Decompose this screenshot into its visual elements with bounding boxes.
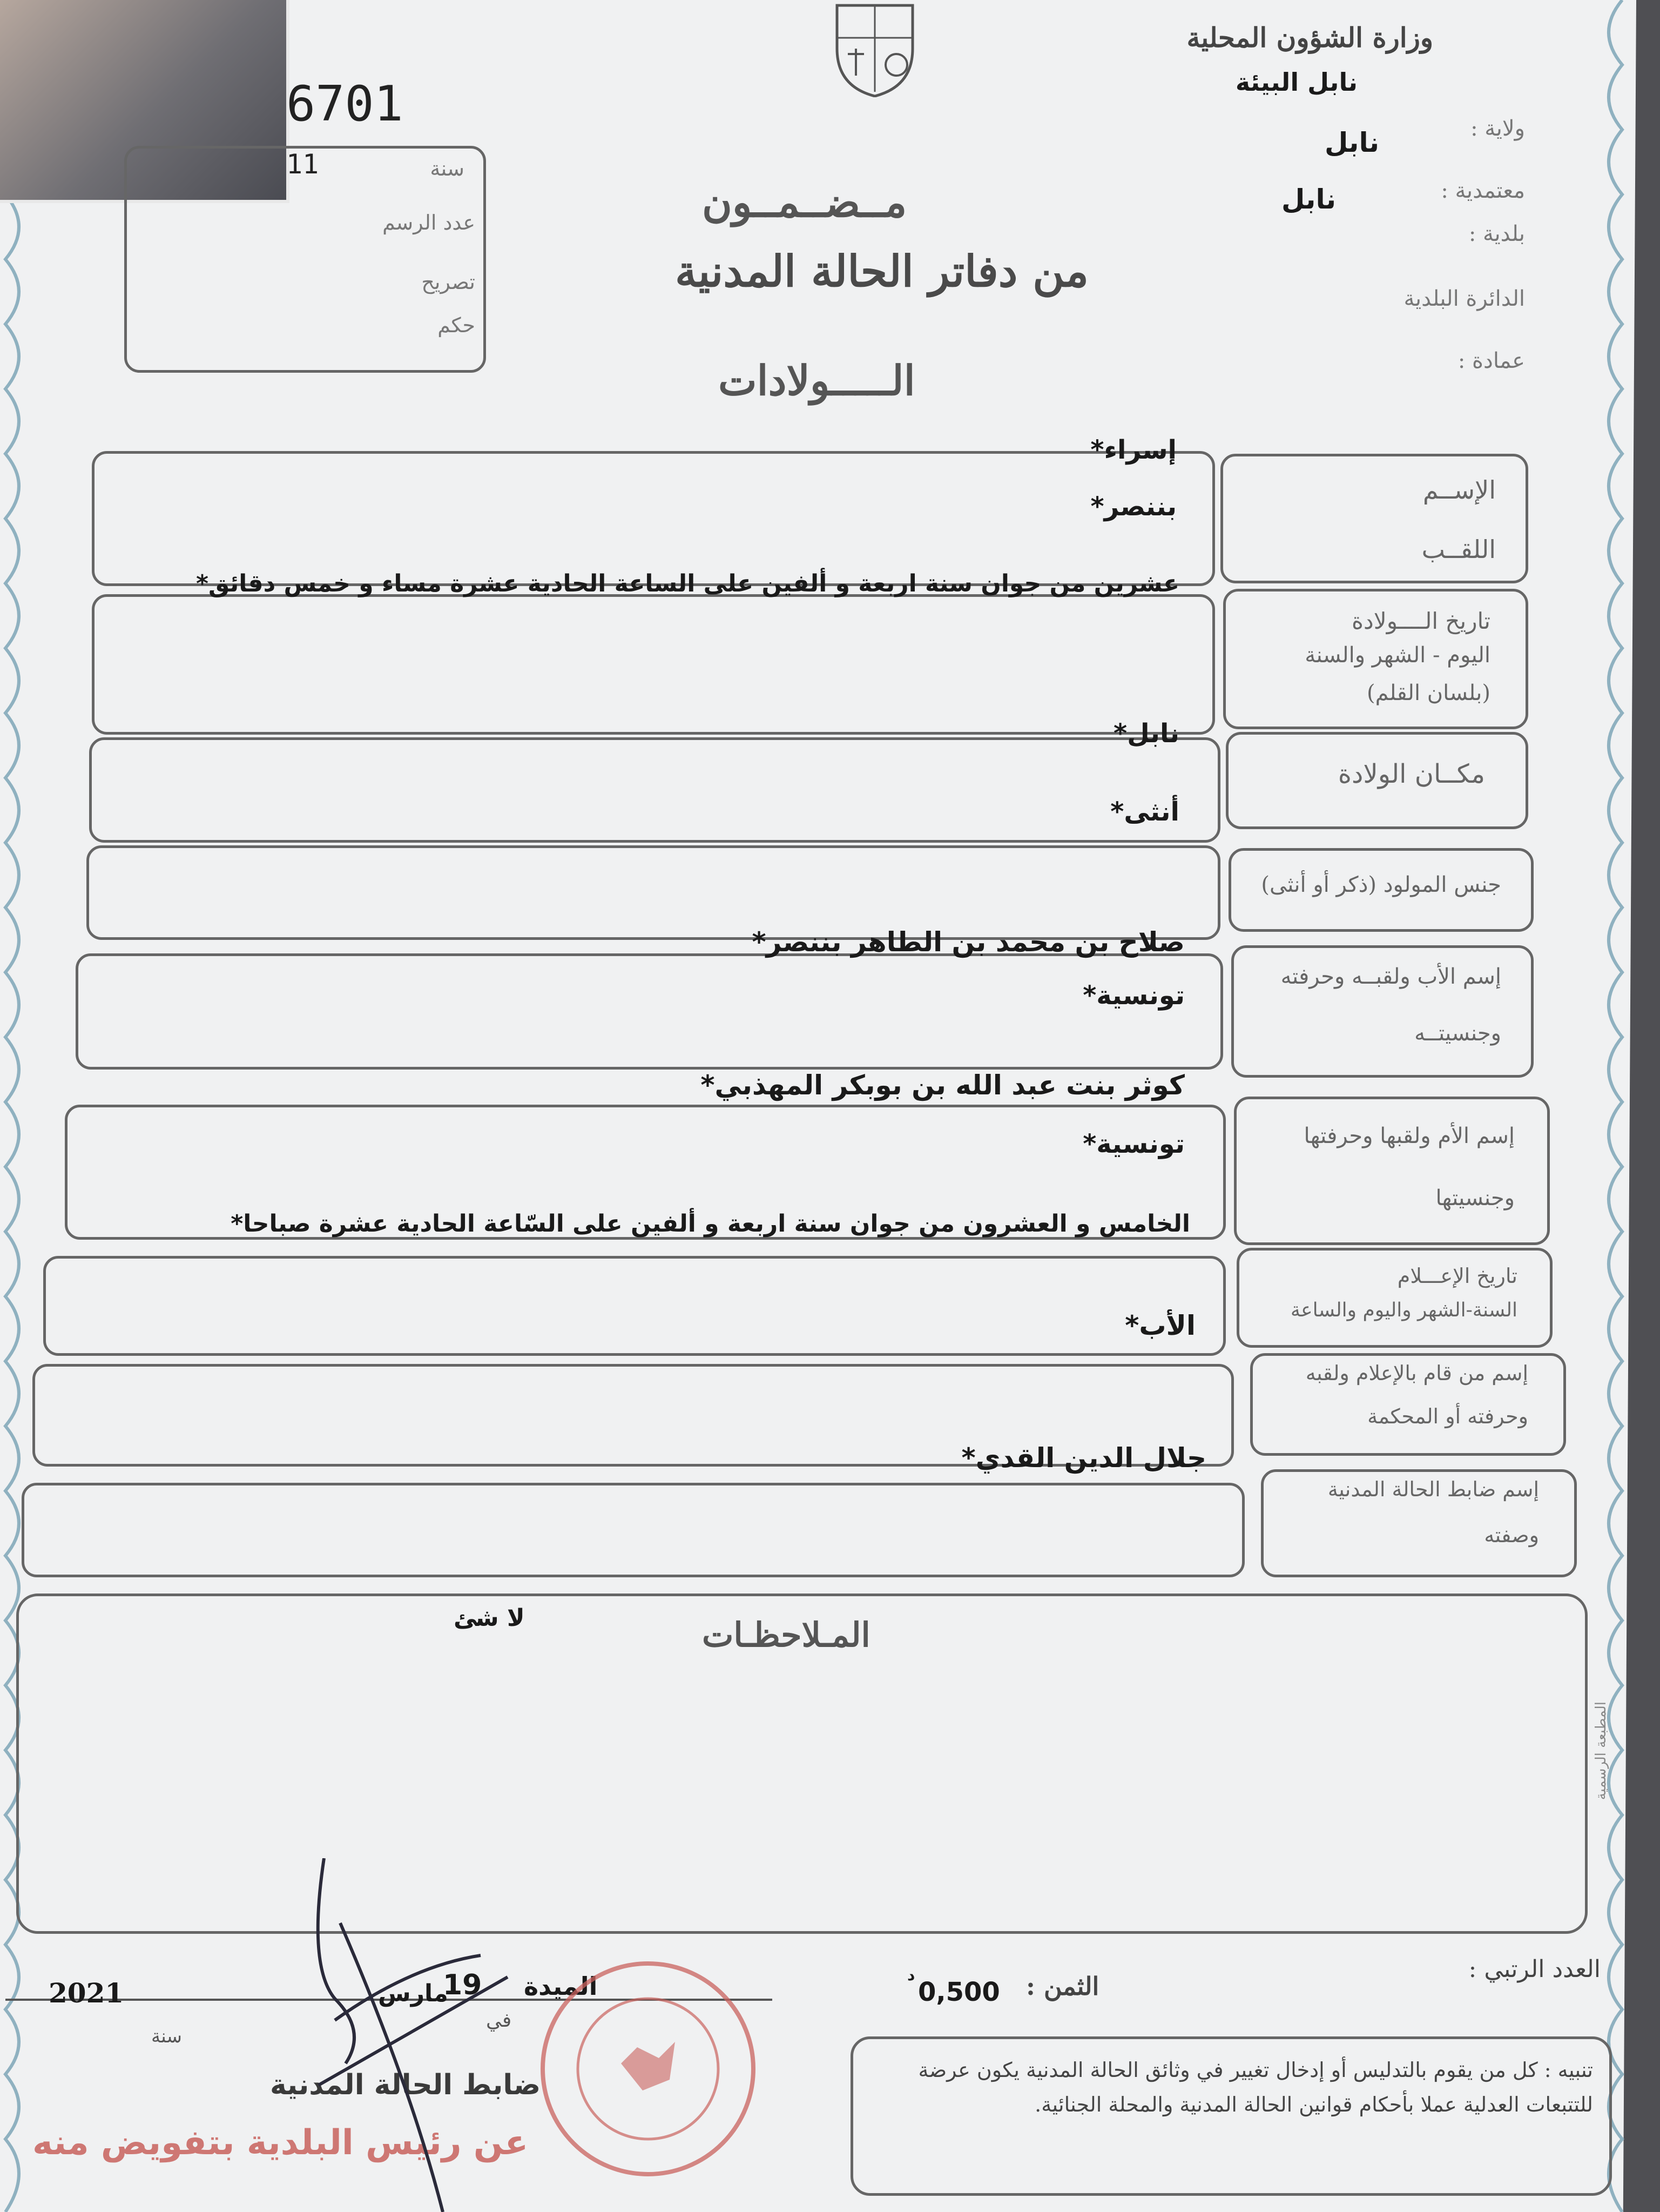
row-birth-date-value-box <box>92 594 1215 735</box>
ministry-sub: نابل البيئة <box>1235 68 1358 97</box>
motamadia-value: نابل <box>1281 184 1336 215</box>
value-first-name: إسراء* <box>1090 435 1177 465</box>
reg-year-label: سنة <box>430 157 464 180</box>
value-surname: بننصر* <box>1090 492 1177 522</box>
label-surname: اللقــب <box>1421 535 1496 564</box>
row-declaration-date-label-box <box>1237 1248 1553 1348</box>
date-month: مارس <box>378 1980 448 2007</box>
wilaya-label: ولاية : <box>1470 116 1525 141</box>
title-line1: مــضــمــون <box>702 178 907 226</box>
price-value: 0,500 <box>918 1977 1000 2007</box>
delegation-stamp-text: عن رئيس البلدية بتفويض منه <box>32 2123 529 2163</box>
municipal-seal-icon <box>535 1955 761 2182</box>
label-birth-date: تاريخ الــــولادة <box>1352 608 1490 634</box>
year-value: 2021 <box>49 1977 124 2009</box>
serial-label: العدد الرتبي : <box>1468 1955 1601 1983</box>
label-declaration-date-sub: السنة-الشهر واليوم والساعة <box>1290 1299 1517 1321</box>
row-father-value-box <box>76 953 1223 1070</box>
side-print: المطبعة الرسمية <box>1593 1702 1609 1800</box>
warning-text: تنبيه : كل من يقوم بالتدليس أو إدخال تغيير في وثائق الحالة المدنية يكون عرضة للتتبعات العدلية عملا بأحكام قوانين الحالة المدنية والمحلة الجنائية. <box>918 2058 1593 2116</box>
value-mother-nationality: تونسية* <box>1083 1129 1185 1159</box>
label-mother-nationality: وجنسيتها <box>1435 1186 1515 1211</box>
value-father: صلاح بن محمد بن الطاهر بننصر* <box>752 926 1185 958</box>
value-birth-date: عشرين من جوان سنة اربعة و ألفين على الساعة الحادية عشرة مساء و خمس دقائق* <box>196 570 1179 597</box>
title-line2: من دفاتر الحالة المدنية <box>675 246 1089 297</box>
label-sex: جنس المولود (ذكر أو أنثى) <box>1261 872 1501 897</box>
label-birth-place: مكــان الولادة <box>1338 759 1485 789</box>
signature-icon <box>302 1858 529 2212</box>
date-day: 19 <box>443 1969 482 2001</box>
notes-title: المـلاحظـات <box>702 1615 871 1655</box>
place-value: الميدة <box>524 1972 598 2001</box>
omada-label: عمادة : <box>1457 348 1525 373</box>
coat-of-arms-icon <box>821 0 929 97</box>
value-father-nationality: تونسية* <box>1083 980 1185 1011</box>
reg-judgment-label: حكم <box>437 313 475 337</box>
label-first-name: الإســم <box>1422 475 1496 505</box>
row-declaration-date-value-box <box>43 1256 1226 1356</box>
year-label: سنة <box>151 2026 182 2047</box>
section-title: الـــــولادات <box>718 357 915 405</box>
value-declarant: الأب* <box>1125 1310 1196 1341</box>
row-sex-value-box <box>86 845 1220 940</box>
in-label: في <box>486 2009 512 2032</box>
motamadia-label: معتمدية : <box>1441 178 1525 203</box>
label-officer: إسم ضابط الحالة المدنية <box>1327 1477 1539 1501</box>
label-birth-date-sub: اليوم - الشهر والسنة <box>1305 643 1490 668</box>
row-name-value-box <box>92 451 1215 586</box>
label-birth-date-note: (بلسان القلم) <box>1367 681 1490 705</box>
reg-number-label: عدد الرسم <box>382 211 475 234</box>
reg-declaration-label: تصريح <box>421 270 475 294</box>
row-mother-label-box <box>1234 1097 1550 1245</box>
label-declarant: إسم من قام بالإعلام ولقبه <box>1305 1361 1528 1385</box>
officer-title: ضابط الحالة المدنية <box>270 2069 541 2101</box>
baladia-label: بلدية : <box>1468 221 1525 246</box>
label-declaration-date: تاريخ الإعـــلام <box>1397 1264 1517 1288</box>
label-officer-sub: وصفته <box>1484 1523 1539 1547</box>
label-declarant-sub: وحرفته أو المحكمة <box>1367 1404 1528 1428</box>
label-mother: إسم الأم ولقبها وحرفتها <box>1304 1124 1515 1148</box>
price-unit: د <box>907 1966 915 1984</box>
serial-number: 6701 <box>286 76 403 132</box>
label-father-nationality: وجنسيتــه <box>1414 1021 1501 1046</box>
ministry-name: وزارة الشؤون المحلية <box>1186 22 1433 53</box>
value-declaration-date: الخامس و العشرون من جوان سنة اربعة و ألفين على السّاعة الحادية عشرة صباحا* <box>231 1210 1190 1238</box>
notes-value: لا شئ <box>454 1604 525 1632</box>
row-birth-place-value-box <box>89 737 1220 843</box>
serial-fragment: 11 <box>286 149 319 180</box>
right-guilloche-border <box>1590 0 1628 2212</box>
value-sex: أنثى* <box>1110 797 1179 827</box>
value-birth-place: نابل* <box>1113 718 1179 749</box>
value-officer: جلال الدين القدي* <box>961 1442 1206 1474</box>
wilaya-value: نابل <box>1325 127 1379 158</box>
value-mother: كوثر بنت عبد الله بن بوبكر المهذبي* <box>700 1070 1185 1101</box>
price-label: الثمن : <box>1026 1972 1099 2001</box>
row-name-label-box <box>1220 454 1528 583</box>
daira-label: الدائرة البلدية <box>1403 286 1525 311</box>
row-officer-value-box <box>22 1483 1245 1577</box>
label-father: إسم الأب ولقبــه وحرفته <box>1280 964 1501 989</box>
